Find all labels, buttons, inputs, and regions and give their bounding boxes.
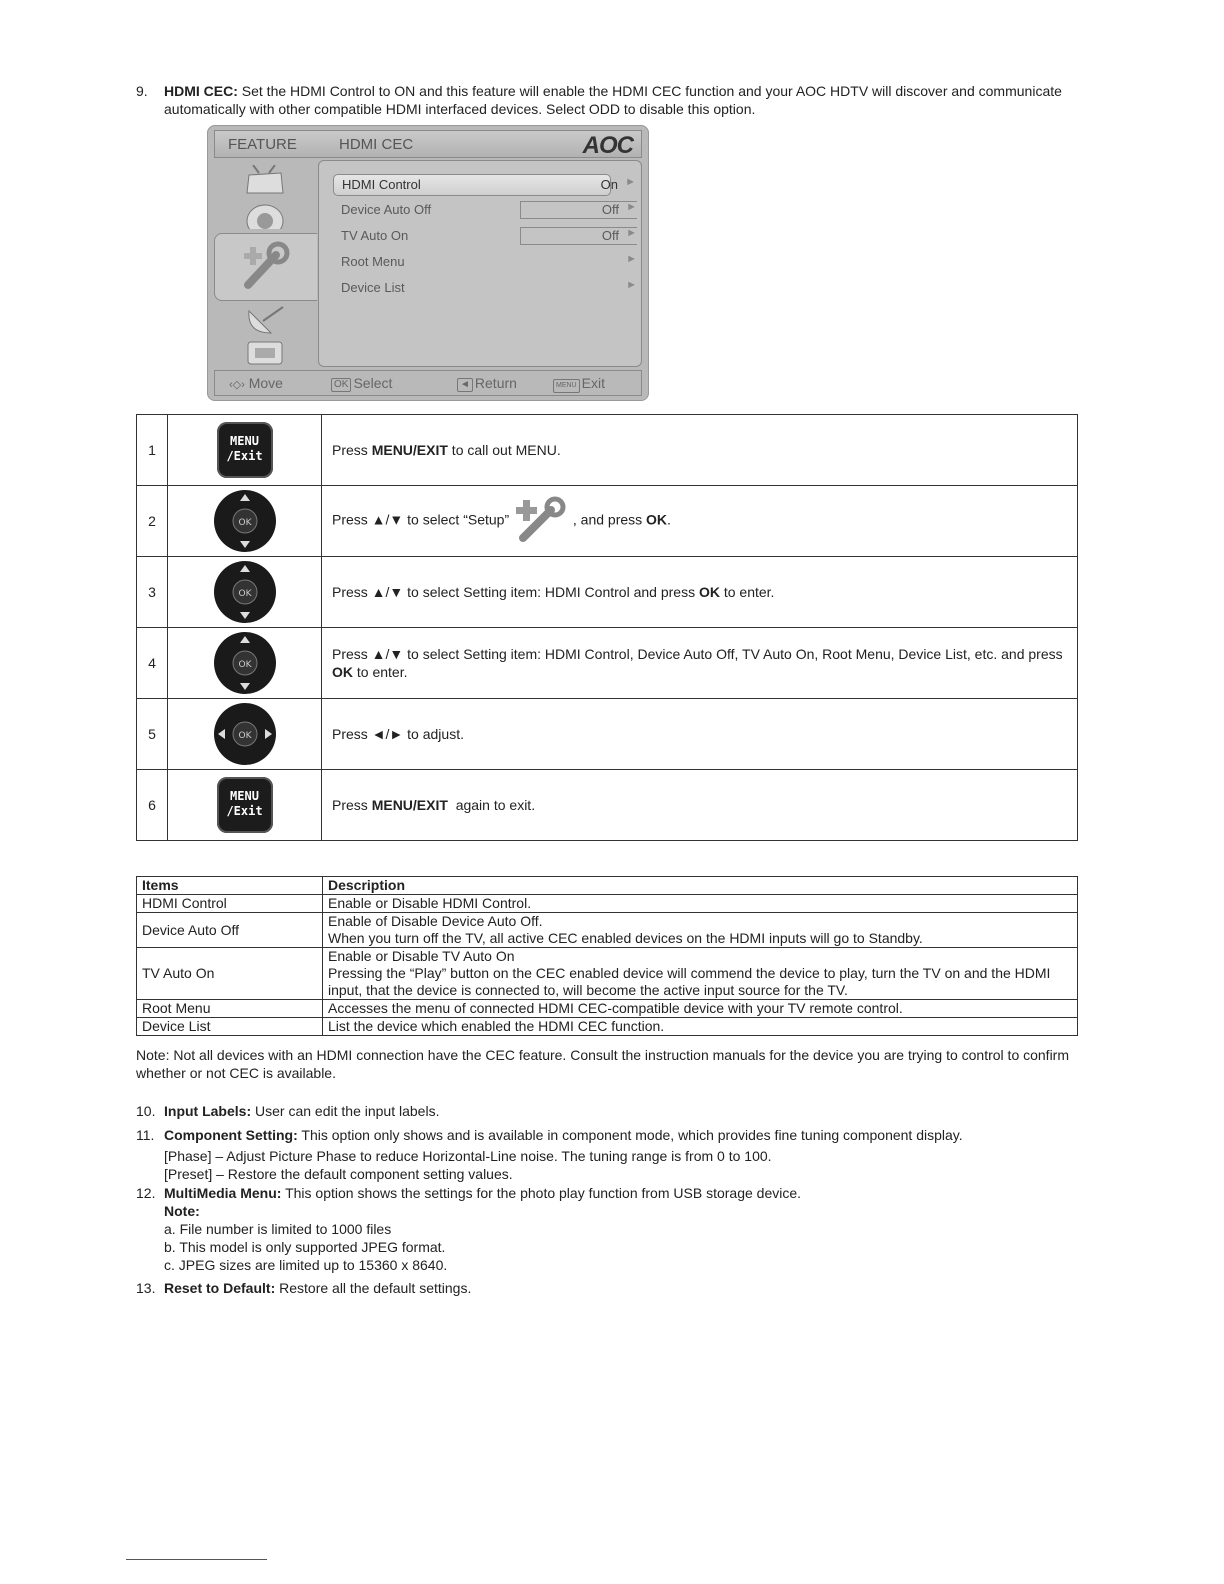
item-description: Enable or Disable TV Auto On Pressing the “Play” button on the CEC enabled device will commend the device to play, turn the TV on and the HDMI input, that the device is connected to, will become the active input source for the TV. [323,948,1078,1000]
menu-exit-button-icon: MENU /Exit [217,422,273,478]
step-row [137,770,1078,841]
osd-category-icons [214,160,316,365]
table-header-row [137,877,1078,895]
cec-note: Note: Not all devices with an HDMI connection have the CEC feature. Consult the instruction manuals for the device you are trying to control to confirm whether or not CEC is available. [136,1047,1070,1081]
right-arrow-icon: ► [626,253,637,265]
osd-hint-select: OK Select [331,375,392,392]
section-number: 9. [136,83,148,99]
osd-settings-panel [318,160,642,367]
phase-line: [Phase] – Adjust Picture Phase to reduce Horizontal-Line noise. The tuning range is from 0 to 100. [164,1148,772,1164]
steps-table [136,414,1078,841]
speaker-icon [214,198,316,230]
step-number: 3 [137,557,168,628]
table-row [137,1018,1078,1036]
step-text: Press MENU/EXIT again to exit. [322,770,1078,841]
osd-row-root-menu[interactable]: Root Menu ► [341,253,637,269]
return-key-icon: ◄ [457,378,473,392]
item-name: Device List [137,1018,323,1036]
left-right-ok-button-icon [213,702,277,766]
step-text: Press MENU/EXIT to call out MENU. [322,415,1078,486]
setup-wrench-icon [513,496,569,546]
step-text: Press ▲/▼ to select Setting item: HDMI Control, Device Auto Off, TV Auto On, Root Menu, Device List, etc. and press OK to enter. [322,628,1078,699]
menu-key-icon: MENU [553,379,580,393]
items-description-table [136,876,1078,1036]
item-name: Device Auto Off [137,913,323,948]
footnote-divider [126,1559,267,1560]
up-down-ok-button-icon [213,489,277,553]
list-item: c. JPEG sizes are limited up to 15360 x 8640. [164,1257,448,1273]
up-down-ok-button-icon [213,560,277,624]
item-description: Accesses the menu of connected HDMI CEC-compatible device with your TV remote control. [323,1000,1078,1018]
ok-key-icon: OK [331,378,351,392]
menu-exit-button-icon: MENU /Exit [217,777,273,833]
item-name: HDMI Control [137,895,323,913]
preset-line: [Preset] – Restore the default component setting values. [164,1166,513,1182]
section-number: 10. [136,1103,156,1119]
osd-page-title: HDMI CEC [339,136,414,153]
svg-text:OK: OK [238,589,251,599]
step-text: Press ▲/▼ to select Setting item: HDMI Control and press OK to enter. [322,557,1078,628]
step-row [137,699,1078,770]
osd-row-device-auto-off[interactable]: Device Auto Off Off ► [341,201,637,217]
svg-text:OK: OK [238,660,251,670]
osd-menu-screenshot [207,125,649,401]
step-number: 6 [137,770,168,841]
setup-icon [214,233,317,301]
section-number: 11. [136,1127,155,1143]
note-label: Note: [164,1203,200,1219]
item-name: Root Menu [137,1000,323,1018]
column-header-items: Items [137,877,323,895]
column-header-description: Description [323,877,1078,895]
move-arrows-icon: ‹◇› [229,379,245,391]
aoc-logo: AOC [582,132,633,159]
satellite-icon [214,304,316,336]
right-arrow-icon: ► [626,201,637,213]
step-row [137,628,1078,699]
osd-hint-move: ‹◇› Move [229,375,283,391]
step-row [137,486,1078,557]
section-title: Component Setting: [164,1127,298,1143]
section-number: 12. [136,1185,156,1201]
item-name: TV Auto On [137,948,323,1000]
item-description: List the device which enabled the HDMI CEC function. [323,1018,1078,1036]
right-arrow-icon: ► [625,176,636,188]
table-row [137,1000,1078,1018]
section-number: 13. [136,1280,156,1296]
item-description: Enable of Disable Device Auto Off. When you turn off the TV, all active CEC enabled devices on the HDMI inputs will go to Standby. [323,913,1078,948]
tv-icon [214,164,316,196]
step-row [137,557,1078,628]
list-item: a. File number is limited to 1000 files [164,1221,392,1237]
table-row [137,948,1078,1000]
right-arrow-icon: ► [626,227,637,239]
section-text: Set the HDMI Control to ON and this feature will enable the HDMI CEC function and your AOC HDTV will discover and communicate automatically with other compatible HDMI interfaced devices. Select ODD to disable this option. [164,83,1062,117]
osd-footer [214,370,642,396]
step-text: Press ◄/► to adjust. [322,699,1078,770]
osd-hint-exit: MENU Exit [553,375,605,393]
step-number: 5 [137,699,168,770]
svg-text:OK: OK [238,518,251,528]
table-row [137,913,1078,948]
list-item: b. This model is only supported JPEG format. [164,1239,446,1255]
osd-row-tv-auto-on[interactable]: TV Auto On Off ► [341,227,637,243]
osd-hint-return: ◄ Return [457,375,517,392]
step-text: Press ▲/▼ to select “Setup” , and press OK. [322,486,1078,557]
up-down-ok-button-icon [213,631,277,695]
section-title: Reset to Default: [164,1280,276,1296]
osd-header [214,130,642,158]
section-title: MultiMedia Menu: [164,1185,282,1201]
step-row [137,415,1078,486]
section-title: HDMI CEC: [164,83,238,99]
osd-row-device-list[interactable]: Device List ► [341,279,637,295]
step-number: 4 [137,628,168,699]
osd-row-hdmi-control[interactable]: HDMI Control On ► [333,174,611,196]
table-row [137,895,1078,913]
right-arrow-icon: ► [626,279,637,291]
item-description: Enable or Disable HDMI Control. [323,895,1078,913]
step-number: 1 [137,415,168,486]
svg-text:OK: OK [238,731,251,741]
section-title: Input Labels: [164,1103,252,1119]
osd-section-title: FEATURE [228,136,297,153]
media-icon [214,338,316,368]
step-number: 2 [137,486,168,557]
